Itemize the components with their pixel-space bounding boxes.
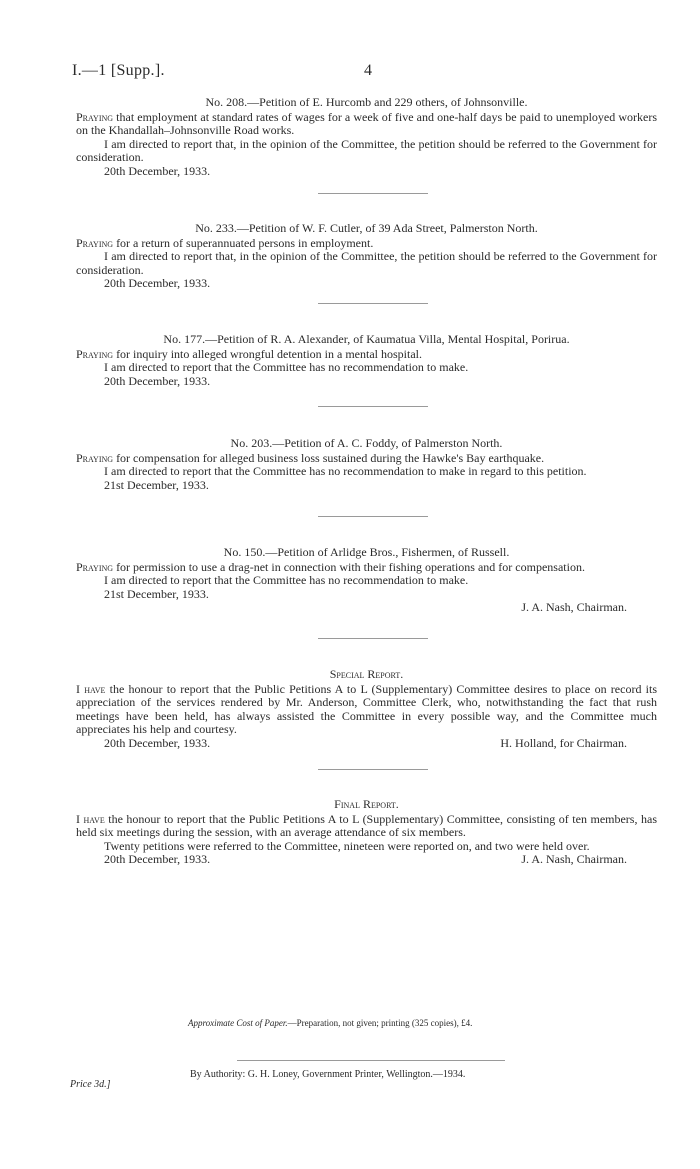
praying-word: Praying <box>76 559 114 574</box>
signature-line <box>76 737 657 751</box>
petition-praying <box>76 111 657 138</box>
praying-text: that employment at standard rates of wages for a week of five and one-half days be paid to unemployed workers on the Khandallah–Johnsonville Road works. <box>76 109 657 137</box>
chairman-signature: J. A. Nash, Chairman. <box>521 852 627 866</box>
final-report-body <box>76 813 657 840</box>
chairman-signature: H. Holland, for Chairman. <box>500 735 627 750</box>
petition-title: No. 233.—Petition of W. F. Cutler, of 39 Ada Street, Palmerston North. <box>195 221 538 235</box>
page-number: 4 <box>364 62 372 79</box>
petition-report: I am directed to report that the Committee has no recommendation to make. <box>104 573 469 587</box>
petition-praying <box>76 237 657 251</box>
price: Price 3d.] <box>70 1079 111 1090</box>
petition-date: 20th December, 1933. <box>104 163 211 178</box>
petition-entry <box>76 546 657 615</box>
signature-line <box>76 853 657 867</box>
petition-entry <box>76 96 657 178</box>
report-lead: I have <box>76 681 106 696</box>
petition-date: 21st December, 1933. <box>104 586 209 601</box>
praying-text: for a return of superannuated persons in employment. <box>113 235 374 250</box>
praying-text: for permission to use a drag-net in connection with their fishing operations and for compensation. <box>113 559 585 574</box>
petition-entry <box>76 333 657 388</box>
report-text: the honour to report that the Public Petitions A to L (Supplementary) Committee desires to place on record its appreciation of the services rendered by Mr. Anderson, Committee Clerk, who, notwithstanding the fact that rush meetings have been held, has always assisted the Committee in every possible way, and the Committee much appreciates his help and courtesy. <box>76 681 657 736</box>
final-report-body-2: Twenty petitions were referred to the Committee, nineteen were reported on, and two were held over. <box>104 838 590 853</box>
cost-of-paper <box>188 1017 472 1031</box>
petition-report: I am directed to report that the Committee has no recommendation to make. <box>104 360 469 374</box>
section-divider <box>318 406 428 407</box>
final-report-heading: Final Report. <box>334 797 399 811</box>
petition-report: I am directed to report that the Committee has no recommendation to make in regard to this petition. <box>104 464 587 478</box>
page-header <box>72 64 656 84</box>
report-date: 20th December, 1933. <box>104 735 211 750</box>
cost-label: Approximate Cost of Paper. <box>188 1018 288 1028</box>
section-divider <box>318 516 428 517</box>
report-lead: I have <box>76 811 105 826</box>
petition-date: 20th December, 1933. <box>104 276 211 290</box>
report-date: 20th December, 1933. <box>104 852 211 866</box>
section-divider <box>318 193 428 194</box>
section-divider <box>318 303 428 304</box>
special-report-body <box>76 683 657 737</box>
petition-title: No. 177.—Petition of R. A. Alexander, of Kaumatua Villa, Mental Hospital, Porirua. <box>163 332 570 346</box>
praying-word: Praying <box>76 346 114 361</box>
printer-authority: By Authority: G. H. Loney, Government Printer, Wellington.—1934. <box>190 1069 466 1080</box>
paper-reference: I.—1 [Supp.]. <box>72 62 165 79</box>
petition-praying <box>76 561 657 575</box>
special-report-heading: Special Report. <box>329 667 404 681</box>
report-text: the honour to report that the Public Petitions A to L (Supplementary) Committee, consisting of ten members, has held six meetings during the session, with an average attendance of six members. <box>76 811 657 839</box>
petition-praying <box>76 452 657 466</box>
cost-text: —Preparation, not given; printing (325 copies), £4. <box>287 1018 473 1028</box>
praying-word: Praying <box>76 235 114 250</box>
section-divider <box>318 769 428 770</box>
petition-praying <box>76 348 657 362</box>
petition-date: 20th December, 1933. <box>104 373 211 388</box>
petition-report: I am directed to report that, in the opinion of the Committee, the petition should be referred to the Government for consideration. <box>76 136 657 164</box>
praying-text: for inquiry into alleged wrongful detention in a mental hospital. <box>113 346 422 361</box>
footer-divider <box>237 1060 505 1061</box>
petition-date: 21st December, 1933. <box>104 477 209 492</box>
chairman-signature: J. A. Nash, Chairman. <box>521 600 627 614</box>
praying-text: for compensation for alleged business loss sustained during the Hawke's Bay earthquake. <box>113 450 545 465</box>
final-report <box>76 798 657 867</box>
petition-title: No. 150.—Petition of Arlidge Bros., Fishermen, of Russell. <box>223 545 510 559</box>
praying-word: Praying <box>76 109 114 124</box>
petition-title: No. 203.—Petition of A. C. Foddy, of Palmerston North. <box>230 436 503 450</box>
section-divider <box>318 638 428 639</box>
praying-word: Praying <box>76 450 114 465</box>
petition-entry <box>76 222 657 291</box>
petition-entry <box>76 437 657 492</box>
petition-report: I am directed to report that, in the opinion of the Committee, the petition should be referred to the Government for consideration. <box>76 249 657 277</box>
petition-title: No. 208.—Petition of E. Hurcomb and 229 others, of Johnsonville. <box>205 95 528 109</box>
special-report <box>76 668 657 751</box>
